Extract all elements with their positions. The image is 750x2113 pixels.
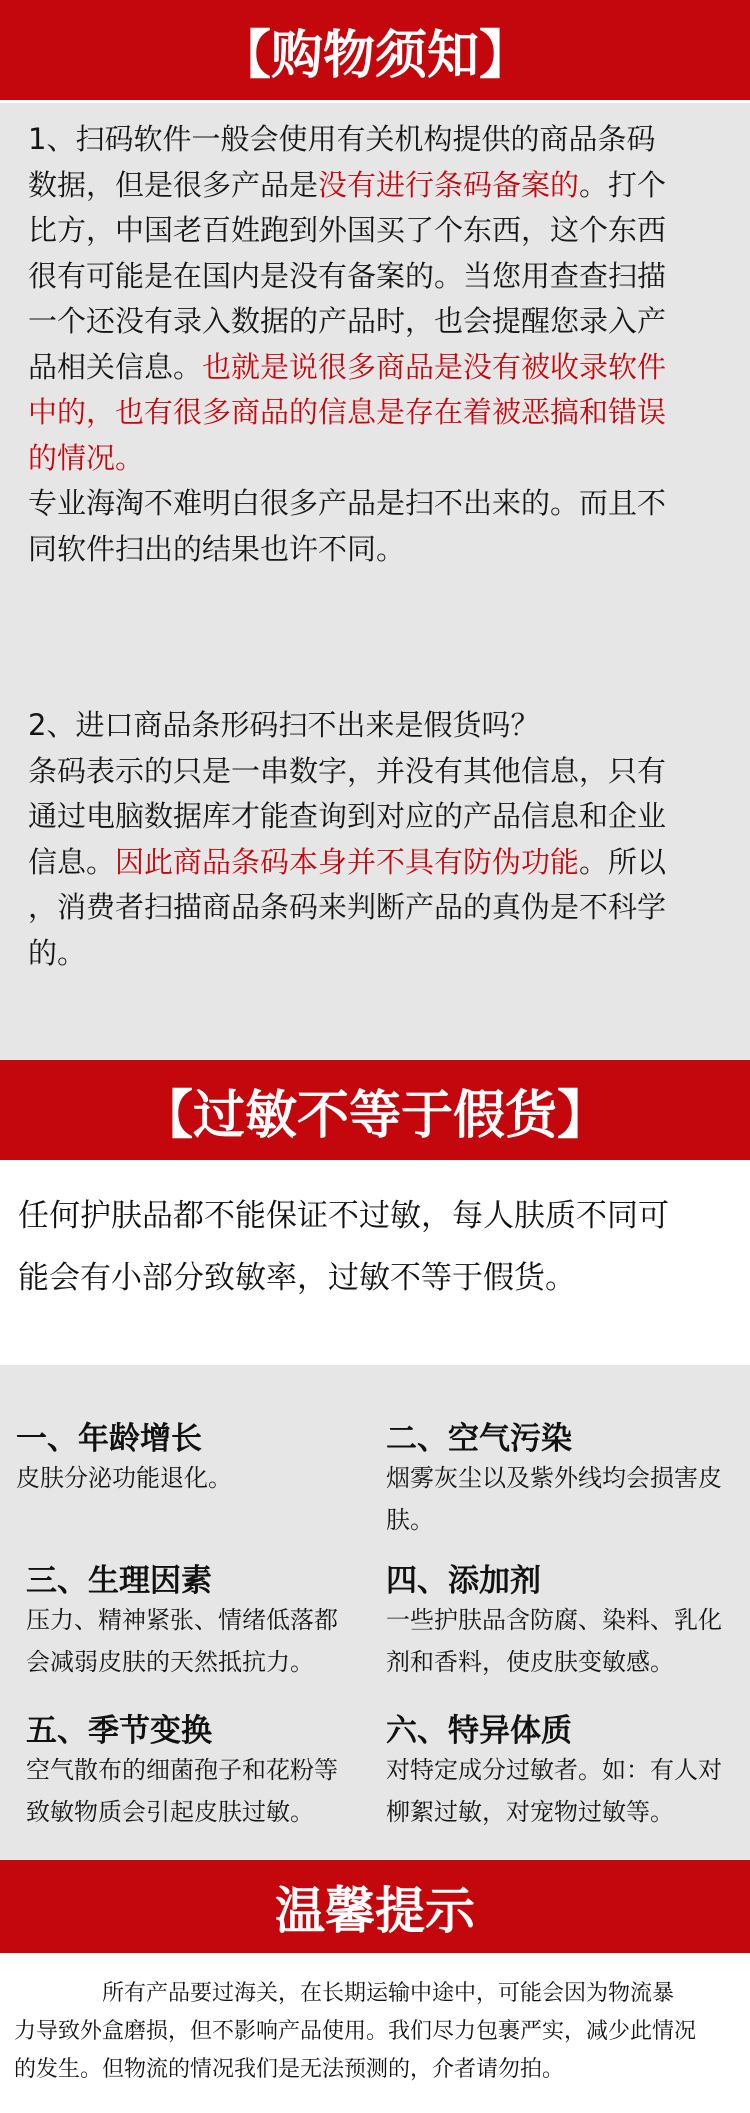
cause-text (386, 1457, 722, 1541)
cause-text (16, 1457, 232, 1499)
body-text: 专业海淘不难明白很多产品是扫不出来的。而且不 (28, 486, 667, 520)
warm-tip-panel (0, 1953, 750, 2113)
body-text: 条码表示的只是一串数字，并没有其他信息，只有 (28, 753, 667, 788)
cause-line: 会减弱皮肤的天然抵抗力。 (26, 1648, 314, 1676)
body-text: 通过电脑数据库才能查询到对应的产品信息和企业 (28, 799, 667, 833)
paragraph-line (28, 163, 728, 209)
paragraph-line (28, 749, 728, 795)
allergy-causes-panel (0, 1365, 750, 1860)
body-text: 很有可能是在国内是没有备案的。当您用查查扫描 (28, 258, 667, 293)
cause-text (386, 1599, 722, 1683)
paragraph-line (28, 299, 728, 345)
body-text: 同软件扫出的结果也许不同。 (28, 531, 406, 566)
cause-line: 一些护肤品含防腐、染料、乳化 (386, 1606, 722, 1634)
section-title: 温馨提示 (275, 1881, 475, 1940)
paragraph-line (28, 208, 728, 254)
body-text: 信息。 (28, 844, 116, 879)
tip-line: 所有产品要过海关，在长期运输中途中，可能会因为物流暴 (14, 1981, 675, 2006)
statement-line: 任何护肤品都不能保证不过敏，每人肤质不同可 (18, 1198, 669, 1234)
paragraph-line (28, 527, 728, 573)
cause-heading: 一、年龄增长 (16, 1421, 202, 1457)
paragraph-line (28, 885, 728, 931)
cause-line: 压力、精神紧张、情绪低落都 (26, 1606, 338, 1634)
paragraph-line (28, 931, 728, 977)
shopping-notice-panel (0, 103, 750, 1060)
paragraph-line (28, 703, 728, 749)
paragraph-line (28, 794, 728, 840)
paragraph-line (28, 481, 728, 527)
cause-text (26, 1749, 338, 1833)
body-text: 一个还没有录入数据的产品时，也会提醒您录入产 (28, 304, 667, 338)
paragraph-line (28, 390, 728, 436)
paragraph-line (28, 254, 728, 300)
cause-line: 烟雾灰尘以及紫外线均会损害皮 (386, 1464, 722, 1492)
cause-line: 空气散布的细菌孢子和花粉等 (26, 1756, 338, 1784)
cause-line: 柳絮过敏，对宠物过敏等。 (386, 1798, 674, 1826)
warm-tip-text (14, 1975, 744, 2089)
section-banner-warm-tip (0, 1860, 750, 1953)
statement-line: 能会有小部分致敏率，过敏不等于假货。 (18, 1260, 576, 1296)
tip-line: 的发生。但物流的情况我们是无法预测的，介者请勿拍。 (14, 2057, 565, 2082)
body-text: 数据，但是很多产品是 (28, 167, 319, 202)
paragraph-line (28, 345, 728, 391)
cause-heading: 四、添加剂 (386, 1563, 541, 1599)
section-title: 【购物须知】 (218, 25, 531, 86)
cause-line: 肤。 (386, 1506, 434, 1534)
highlight-text: 中的，也有很多商品的信息是存在着被恶搞和错误 (28, 395, 667, 429)
body-text: 。所以 (579, 844, 667, 879)
cause-line: 剂和香料，使皮肤变敏感。 (386, 1648, 674, 1676)
cause-text (386, 1749, 722, 1833)
highlight-text: 没有进行条码备案的 (318, 167, 580, 202)
cause-line: 致敏物质会引起皮肤过敏。 (26, 1798, 314, 1826)
allergy-statement-panel (0, 1163, 750, 1365)
cause-heading: 五、季节变换 (26, 1713, 212, 1749)
body-text: 的。 (28, 935, 87, 970)
body-text: ，消费者扫描商品条码来判断产品的真伪是不科学 (28, 890, 667, 924)
cause-line: 皮肤分泌功能退化。 (16, 1464, 232, 1492)
cause-heading: 二、空气污染 (386, 1421, 572, 1457)
allergy-statement (18, 1185, 669, 1309)
body-text: 。打个 (579, 167, 667, 202)
cause-text (26, 1599, 338, 1683)
body-text: 2、进口商品条形码扫不出来是假货吗？ (28, 708, 540, 742)
section-banner-shopping-notice (0, 0, 750, 103)
section-title: 【过敏不等于假货】 (140, 1085, 609, 1146)
highlight-text: 因此商品条码本身并不具有防伪功能 (115, 844, 580, 879)
paragraph-line (28, 117, 728, 163)
section-banner-allergy (0, 1060, 750, 1163)
paragraph-line (28, 436, 728, 482)
highlight-text: 也就是说很多商品是没有被收录软件 (202, 349, 667, 384)
tip-line: 力导致外盒磨损，但不影响产品使用。我们尽力包裹严实，减少此情况 (14, 2019, 697, 2044)
body-text: 1、扫码软件一般会使用有关机构提供的商品条码 (28, 122, 656, 156)
notice-paragraph-2 (28, 703, 728, 976)
cause-heading: 三、生理因素 (26, 1563, 212, 1599)
body-text: 品相关信息。 (28, 349, 203, 384)
cause-line: 对特定成分过敏者。如：有人对 (386, 1756, 722, 1784)
cause-heading: 六、特异体质 (386, 1713, 572, 1749)
body-text: 比方，中国老百姓跑到外国买了个东西，这个东西 (28, 213, 667, 247)
paragraph-line (28, 840, 728, 886)
notice-paragraph-1 (28, 117, 728, 572)
highlight-text: 的情况。 (28, 440, 145, 475)
